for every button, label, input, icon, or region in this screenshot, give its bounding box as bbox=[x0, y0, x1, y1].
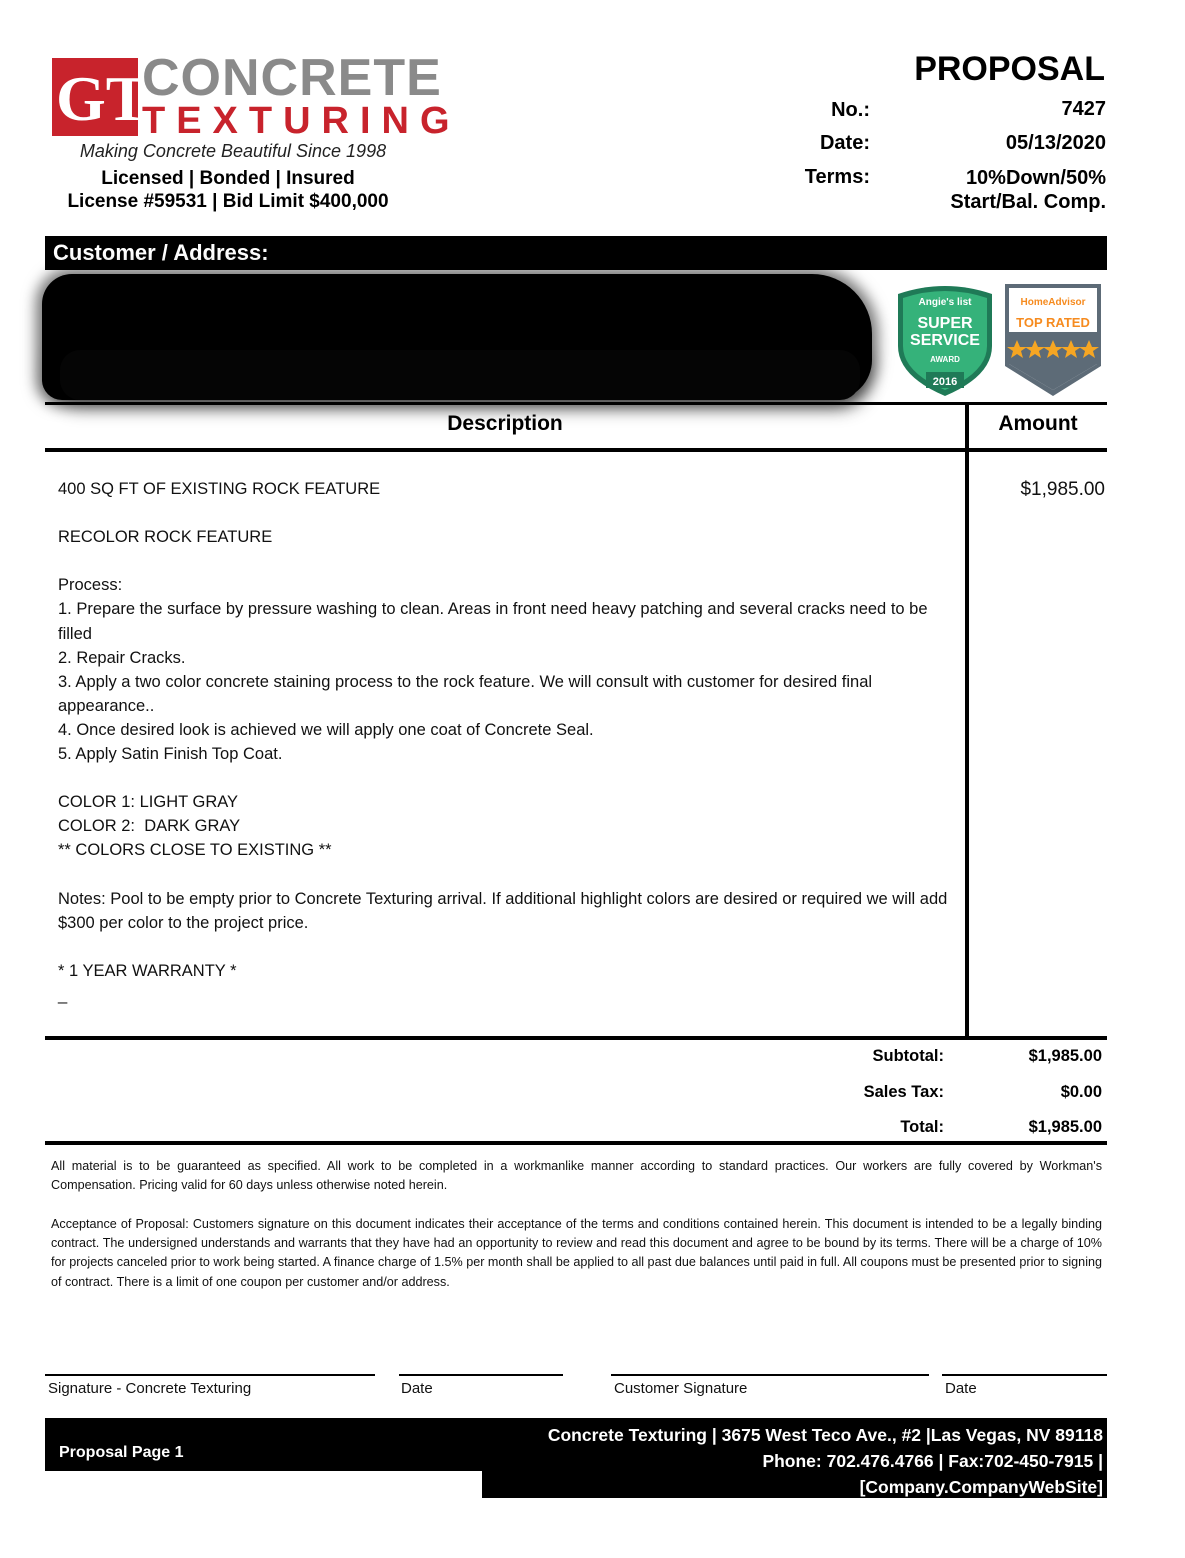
angies-award: AWARD bbox=[930, 355, 960, 364]
proposal-date-label: Date: bbox=[819, 132, 870, 154]
total-value: $1,985.00 bbox=[1028, 1118, 1102, 1136]
proposal-no-label: No.: bbox=[831, 99, 870, 121]
customer-date-label: Date bbox=[945, 1380, 977, 1397]
company-signature-label: Signature - Concrete Texturing bbox=[48, 1380, 252, 1397]
license-info bbox=[52, 167, 404, 213]
customer-date-line[interactable] bbox=[942, 1374, 1107, 1376]
footer-address: Concrete Texturing | 3675 West Teco Ave., #2 |Las Vegas, NV 89118 bbox=[547, 1425, 1103, 1445]
customer-address-bar: Customer / Address: bbox=[45, 236, 1107, 270]
table-column-divider bbox=[965, 404, 969, 1038]
customer-signature-label: Customer Signature bbox=[614, 1380, 748, 1397]
homeadvisor-top-rated: TOP RATED bbox=[1016, 315, 1090, 330]
company-signature-line[interactable] bbox=[45, 1374, 375, 1376]
sales-tax-label: Sales Tax: bbox=[863, 1083, 944, 1101]
subtotal-label: Subtotal: bbox=[872, 1047, 944, 1065]
terms-value-line-1: 10%Down/50% bbox=[965, 167, 1106, 189]
angies-service: SERVICE bbox=[910, 332, 980, 349]
customer-signature-line[interactable] bbox=[611, 1374, 929, 1376]
angies-list-badge bbox=[890, 280, 1000, 405]
company-date-label: Date bbox=[401, 1380, 433, 1397]
homeadvisor-brand: HomeAdvisor bbox=[1020, 297, 1086, 308]
terms-paragraph-warranty: All material is to be guaranteed as specified. All work to be completed in a workmanlike manner according to standard practices. Our workers are fully covered by Workman's Compensation. Pricing valid for 60 days unless otherwise noted herein. bbox=[51, 1159, 1102, 1193]
description-column-header: Description bbox=[447, 412, 563, 435]
total-label: Total: bbox=[900, 1118, 944, 1136]
logo-initials: GT bbox=[56, 63, 149, 134]
footer-page-label: Proposal Page 1 bbox=[45, 1418, 482, 1471]
sales-tax-value: $0.00 bbox=[1060, 1083, 1102, 1101]
terms-paragraph-acceptance: Acceptance of Proposal: Customers signature on this document indicates their acceptance of the terms and conditions contained herein. This document is intended to be a legally binding contract. The undersigned understands and warrants that they have had an opportunity to review and read this document and agree to be bound by its terms. There will be a charge of 10% for projects canceled prior to work being started. A finance charge of 1.5% per month shall be applied to all past due balances until paid in full. All coupons must be presented prior to signing of contract. There is a limit of one coupon per customer and/or address. bbox=[51, 1217, 1102, 1289]
proposal-terms-value bbox=[890, 166, 1106, 214]
redacted-customer-address-blur bbox=[60, 350, 860, 400]
proposal-terms-label: Terms: bbox=[804, 166, 870, 188]
company-tagline: Making Concrete Beautiful Since 1998 bbox=[79, 141, 387, 161]
homeadvisor-badge bbox=[1003, 280, 1103, 405]
subtotal-value: $1,985.00 bbox=[1028, 1047, 1102, 1065]
line-item-description: 400 SQ FT OF EXISTING ROCK FEATURE RECOLOR ROCK FEATURE Process: 1. Prepare the surface by pressure washing to clean. Areas in front need heavy patching and several cracks need to be filled 2. Repair Cracks. 3. Apply a two color concrete staining process to the rock feature. We will consult with customer for desired final appearance.. 4. Once desired look is achieved we will apply one coat of Concrete Seal. 5. Apply Satin Finish Top Coat. COLOR 1: LIGHT GRAY COLOR 2: DARK GRAY ** COLORS CLOSE TO EXISTING ** Notes: Pool to be empty prior to Concrete Texturing arrival. If additional highlight colors are desired or required we will add $300 per color to the project price. * 1 YEAR WARRANTY * _ bbox=[58, 480, 948, 1004]
logo-word-concrete: CONCRETE bbox=[142, 49, 442, 107]
table-bottom-rule bbox=[45, 1036, 1107, 1040]
proposal-date-value: 05/13/2020 bbox=[1005, 132, 1106, 154]
table-top-rule bbox=[45, 402, 1107, 405]
table-header-rule bbox=[45, 448, 1107, 452]
angies-year: 2016 bbox=[932, 376, 958, 388]
company-date-line[interactable] bbox=[399, 1374, 563, 1376]
logo-word-texturing: TEXTURING bbox=[142, 100, 461, 142]
logo-mark bbox=[52, 58, 149, 136]
totals-bottom-rule bbox=[45, 1141, 1107, 1145]
proposal-title: PROPOSAL bbox=[914, 50, 1105, 88]
amount-column-header: Amount bbox=[998, 412, 1078, 435]
footer-company-info bbox=[482, 1418, 1107, 1498]
footer-website: [Company.CompanyWebSite] bbox=[859, 1477, 1103, 1497]
proposal-no-value: 7427 bbox=[1061, 98, 1106, 120]
angies-super: SUPER bbox=[917, 315, 973, 332]
angies-brand: Angie's list bbox=[918, 297, 972, 308]
terms-value-line-2: Start/Bal. Comp. bbox=[950, 191, 1106, 213]
licensed-line: Licensed | Bonded | Insured bbox=[101, 168, 355, 189]
footer-phone: Phone: 702.476.4766 | Fax:702-450-7915 | bbox=[762, 1451, 1103, 1471]
license-number-line: License #59531 | Bid Limit $400,000 bbox=[67, 191, 389, 212]
line-item-amount: $1,985.00 bbox=[1020, 479, 1105, 500]
